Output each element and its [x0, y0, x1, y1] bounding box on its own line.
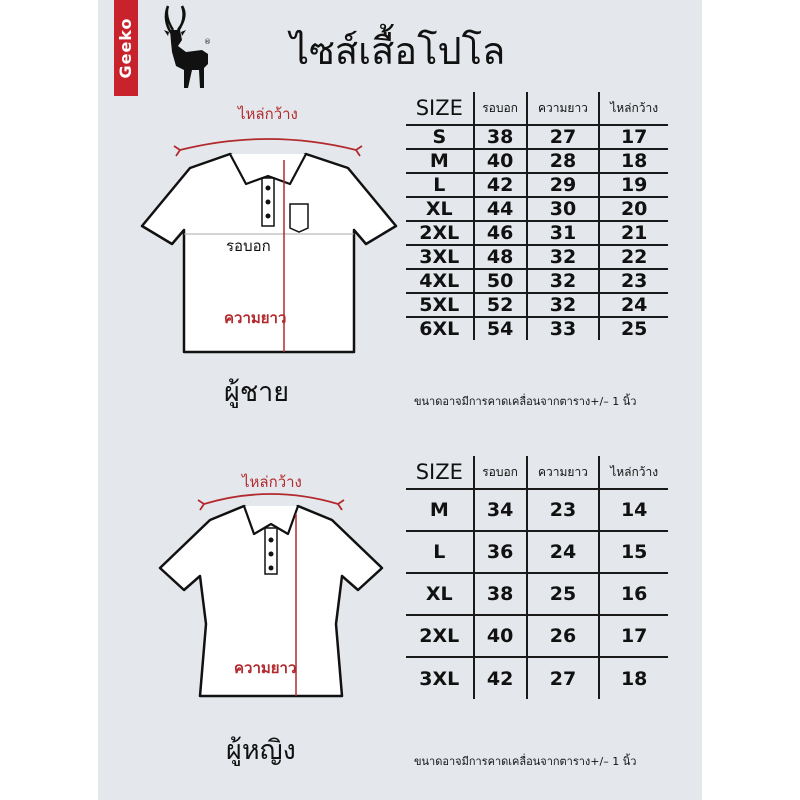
length-cell: 26: [527, 615, 600, 657]
col-header-shoulder: ไหล่กว้าง: [599, 456, 668, 489]
shoulder-cell: 20: [599, 197, 668, 221]
chest-cell: 50: [474, 269, 527, 293]
men-size-table: [406, 92, 668, 340]
women-shoulder-label: ไหล่กว้าง: [242, 473, 302, 491]
men-gender-label: ผู้ชาย: [224, 377, 290, 408]
chest-cell: 40: [474, 149, 527, 173]
length-cell: 32: [527, 293, 600, 317]
length-cell: 30: [527, 197, 600, 221]
length-cell: 33: [527, 317, 600, 340]
table-row: [406, 531, 668, 573]
chest-cell: 36: [474, 531, 527, 573]
shoulder-cell: 23: [599, 269, 668, 293]
antelope-silhouette-icon: [142, 4, 218, 92]
col-header-length: ความยาว: [527, 456, 600, 489]
chest-cell: 42: [474, 657, 527, 699]
page-title: ไซส์เสื้อโปโล: [290, 29, 506, 73]
chest-cell: 38: [474, 573, 527, 615]
size-cell: XL: [406, 197, 474, 221]
col-header-chest: รอบอก: [474, 92, 527, 125]
size-cell: 2XL: [406, 221, 474, 245]
length-cell: 27: [527, 657, 600, 699]
table-row: [406, 489, 668, 531]
shoulder-cell: 19: [599, 173, 668, 197]
col-header-size: SIZE: [406, 456, 474, 489]
col-header-size: SIZE: [406, 92, 474, 125]
length-cell: 24: [527, 531, 600, 573]
shoulder-cell: 15: [599, 531, 668, 573]
table-row: [406, 293, 668, 317]
size-cell: L: [406, 173, 474, 197]
shoulder-cell: 25: [599, 317, 668, 340]
size-cell: XL: [406, 573, 474, 615]
table-row: [406, 125, 668, 149]
brand-badge: [114, 0, 138, 96]
size-cell: 2XL: [406, 615, 474, 657]
size-cell: 6XL: [406, 317, 474, 340]
brand-name: Geeko: [116, 17, 135, 79]
shoulder-cell: 18: [599, 149, 668, 173]
women-tolerance-note: ขนาดอาจมีการคาดเคลื่อนจากตาราง+/– 1 นิ้ว: [414, 755, 637, 768]
col-header-chest: รอบอก: [474, 456, 527, 489]
table-row: [406, 657, 668, 699]
chest-cell: 52: [474, 293, 527, 317]
table-row: [406, 269, 668, 293]
shoulder-cell: 17: [599, 125, 668, 149]
chest-cell: 38: [474, 125, 527, 149]
col-header-length: ความยาว: [527, 92, 600, 125]
chest-cell: 48: [474, 245, 527, 269]
table-row: [406, 221, 668, 245]
size-cell: 3XL: [406, 657, 474, 699]
length-cell: 32: [527, 245, 600, 269]
length-cell: 32: [527, 269, 600, 293]
length-cell: 31: [527, 221, 600, 245]
shoulder-cell: 21: [599, 221, 668, 245]
length-cell: 23: [527, 489, 600, 531]
women-length-label: ความยาว: [234, 659, 297, 677]
shoulder-cell: 24: [599, 293, 668, 317]
table-row: [406, 197, 668, 221]
shoulder-cell: 22: [599, 245, 668, 269]
chest-cell: 46: [474, 221, 527, 245]
size-cell: M: [406, 489, 474, 531]
length-cell: 29: [527, 173, 600, 197]
chest-cell: 40: [474, 615, 527, 657]
size-chart-page: [98, 0, 702, 800]
chest-cell: 42: [474, 173, 527, 197]
shoulder-cell: 17: [599, 615, 668, 657]
table-row: [406, 149, 668, 173]
size-cell: 5XL: [406, 293, 474, 317]
table-row: [406, 615, 668, 657]
table-row: [406, 245, 668, 269]
women-size-table: [406, 456, 668, 699]
length-cell: 27: [527, 125, 600, 149]
size-cell: L: [406, 531, 474, 573]
men-shoulder-label: ไหล่กว้าง: [238, 105, 298, 123]
chest-cell: 54: [474, 317, 527, 340]
size-cell: 3XL: [406, 245, 474, 269]
men-tolerance-note: ขนาดอาจมีการคาดเคลื่อนจากตาราง+/– 1 นิ้ว: [414, 395, 637, 408]
men-chest-label: รอบอก: [226, 237, 271, 255]
shoulder-cell: 16: [599, 573, 668, 615]
chest-cell: 34: [474, 489, 527, 531]
size-cell: 4XL: [406, 269, 474, 293]
table-row: [406, 173, 668, 197]
men-length-label: ความยาว: [224, 309, 287, 327]
length-cell: 28: [527, 149, 600, 173]
size-cell: S: [406, 125, 474, 149]
shoulder-cell: 14: [599, 489, 668, 531]
size-cell: M: [406, 149, 474, 173]
col-header-shoulder: ไหล่กว้าง: [599, 92, 668, 125]
table-row: [406, 317, 668, 340]
shoulder-cell: 18: [599, 657, 668, 699]
women-gender-label: ผู้หญิง: [226, 735, 296, 766]
chest-cell: 44: [474, 197, 527, 221]
registered-mark: ®: [204, 38, 211, 46]
table-row: [406, 573, 668, 615]
length-cell: 25: [527, 573, 600, 615]
